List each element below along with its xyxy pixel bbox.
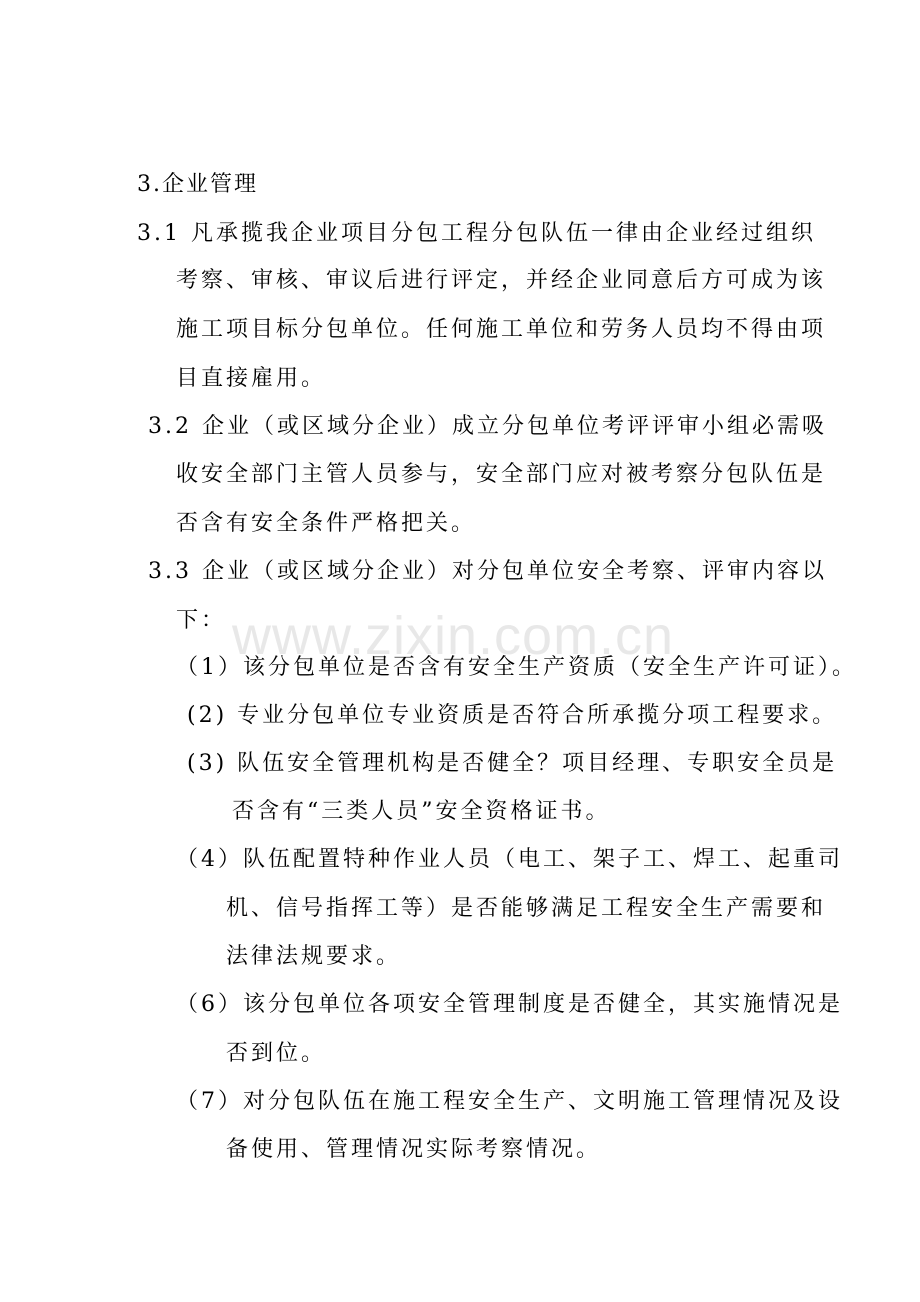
list-item-3-line-1: (3) 队伍安全管理机构是否健全？项目经理、专职安全员是 (187, 751, 838, 776)
list-item-4-line-1: （4）队伍配置特种作业人员（电工、架子工、焊工、起重司 (176, 847, 843, 872)
list-item-6-line-1: （6）该分包单位各项安全管理制度是否健全，其实施情况是 (176, 992, 843, 1017)
paragraph-3-3-line-1: 3.3 企业（或区域分企业）对分包单位安全考察、评审内容以 (148, 559, 827, 584)
paragraph-3-1-line-3: 施工项目标分包单位。任何施工单位和劳务人员均不得由项 (176, 317, 827, 342)
list-item-3-line-2: 否含有“三类人员”安全资格证书。 (232, 799, 611, 824)
list-item-7-line-1: （7）对分包队伍在施工程安全生产、文明施工管理情况及设 (176, 1089, 843, 1114)
paragraph-3-1-line-2: 考察、审核、审议后进行评定，并经企业同意后方可成为该 (176, 268, 827, 293)
section-heading: 3.企业管理 (137, 172, 258, 197)
list-item-4-line-2: 机、信号指挥工等）是否能够满足工程安全生产需要和 (226, 896, 827, 921)
paragraph-3-1-line-1: 3.1 凡承揽我企业项目分包工程分包队伍一律由企业经过组织 (137, 221, 816, 246)
paragraph-3-2-line-3: 否含有安全条件严格把关。 (176, 511, 477, 536)
paragraph-3-3-line-2: 下： (176, 608, 227, 633)
paragraph-3-2-line-2: 收安全部门主管人员参与，安全部门应对被考察分包队伍是 (176, 462, 827, 487)
paragraph-3-1-line-4: 目直接雇用。 (176, 366, 327, 391)
list-item-2: (2) 专业分包单位专业资质是否符合所承揽分项工程要求。 (187, 703, 838, 728)
list-item-7-line-2: 备使用、管理情况实际考察情况。 (226, 1137, 602, 1162)
list-item-4-line-3: 法律法规要求。 (226, 944, 402, 969)
paragraph-3-2-line-1: 3.2 企业（或区域分企业）成立分包单位考评评审小组必需吸 (148, 414, 827, 439)
list-item-1: （1）该分包单位是否含有安全生产资质（安全生产许可证）。 (176, 655, 857, 680)
list-item-6-line-2: 否到位。 (226, 1041, 327, 1066)
watermark-text: www.zixin.com.cn (232, 606, 675, 666)
